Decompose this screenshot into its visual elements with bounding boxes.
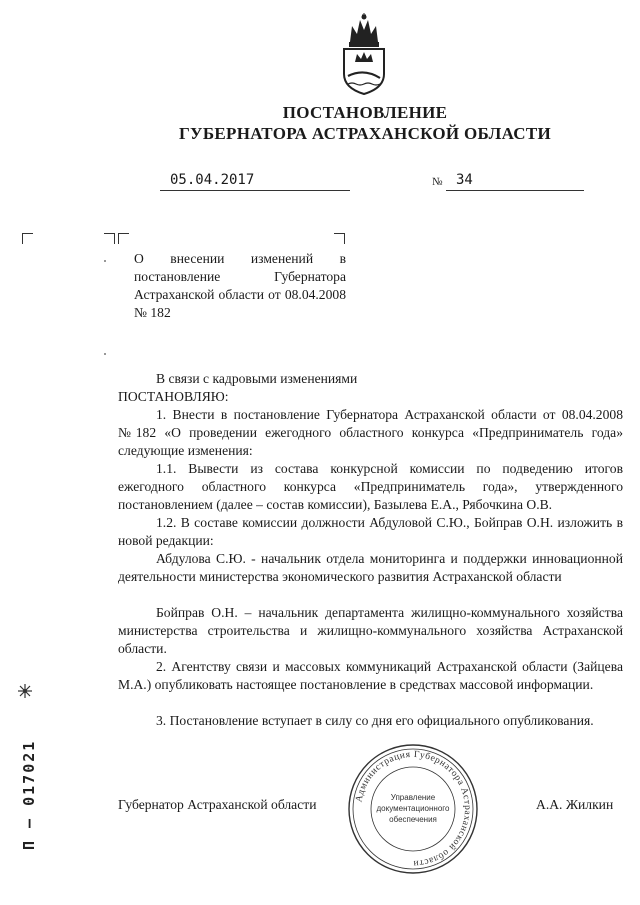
document-subject: О внесении изменений в постановление Губернатора Астраханской области от 08.04.2008 № 182 xyxy=(134,251,346,320)
stamp-center-line: Управление xyxy=(390,793,436,802)
document-issuer: ГУБЕРНАТОРА АСТРАХАНСКОЙ ОБЛАСТИ xyxy=(178,124,552,143)
body-paragraph: Бойправ О.Н. – начальник департамента жилищно-коммунального хозяйства министерства строительства и жилищно-коммунального хозяйства Астраханской области. xyxy=(118,605,623,656)
body-paragraph: В связи с кадровыми изменениями xyxy=(156,371,358,386)
body-paragraph: 1.1. Вывести из состава конкурсной комиссии по подведению итогов ежегодного областного конкурса «Предприниматель года», утвержденного постановлением (далее – состав комиссии), Базылева Е.А., Рябочкина О.В. xyxy=(118,461,623,512)
svg-text:П – 017021: П – 017021 xyxy=(20,739,38,850)
signatory-name: А.А. Жилкин xyxy=(536,797,614,812)
document-date: 05.04.2017 xyxy=(160,172,350,191)
body-paragraph: 1. Внести в постановление Губернатора Астраханской области от 08.04.2008 №182 «О проведении ежегодного областного конкурса «Предприниматель года» следующие изменения: xyxy=(118,407,623,458)
stamp-ring-text: Администрация Губернатора Астраханской области xyxy=(354,749,473,869)
document-title: ПОСТАНОВЛЕНИЕ xyxy=(282,103,448,122)
corner-bracket xyxy=(334,233,345,244)
number-sign-label: № xyxy=(432,176,443,188)
corner-bracket xyxy=(118,233,129,244)
stamp-center-line: документационного xyxy=(376,804,450,813)
body-paragraph: 1.2. В составе комиссии должности Абдуловой С.Ю., Бойправ О.Н. изложить в новой редакции: xyxy=(118,515,623,548)
scan-dot xyxy=(104,353,106,355)
corner-bracket xyxy=(22,233,33,244)
body-paragraph: 2. Агентству связи и массовых коммуникаций Астраханской области (Зайцева М.А.) опубликовать настоящее постановление в средствах массовой информации. xyxy=(118,659,623,692)
corner-bracket xyxy=(104,233,115,244)
scan-dot xyxy=(104,260,106,262)
stamp-center-line: обеспечения xyxy=(389,815,437,824)
serial-number xyxy=(14,688,40,858)
body-paragraph: Абдулова С.Ю. - начальник отдела мониторинга и поддержки инновационной деятельности министерства экономического развития Астраханской области xyxy=(118,551,623,584)
official-stamp xyxy=(346,742,480,876)
document-number: 34 xyxy=(446,172,584,191)
signatory-position: Губернатор Астраханской области xyxy=(118,797,317,812)
coat-of-arms-emblem xyxy=(338,12,390,96)
body-paragraph: ПОСТАНОВЛЯЮ: xyxy=(118,389,229,404)
body-paragraph: 3. Постановление вступает в силу со дня его официального опубликования. xyxy=(156,713,594,728)
